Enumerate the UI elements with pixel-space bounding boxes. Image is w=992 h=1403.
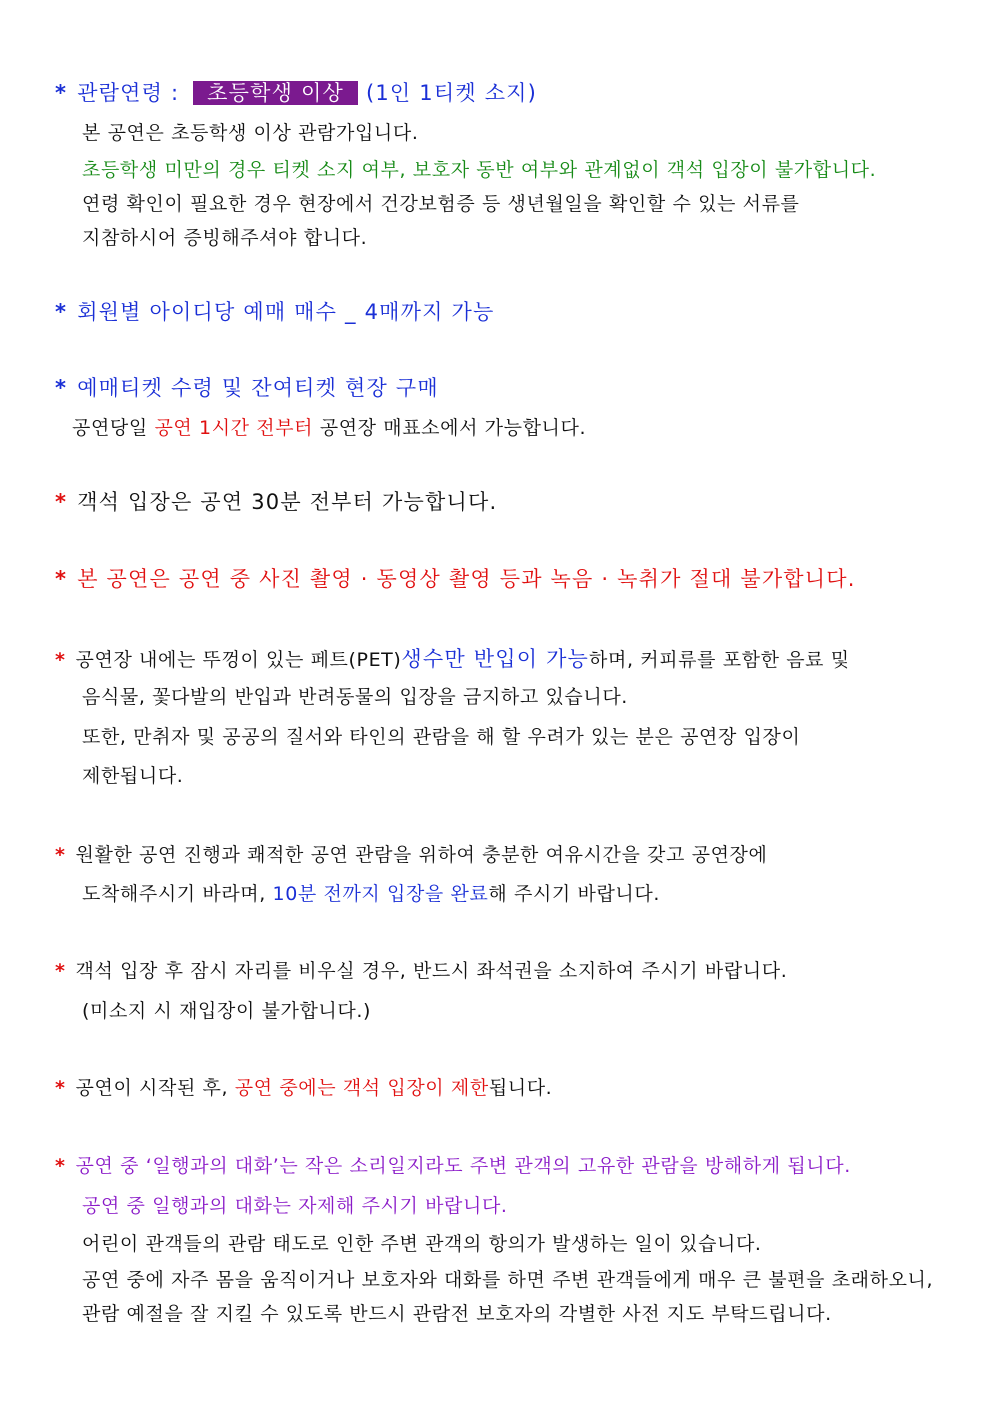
ticket-pickup-line xyxy=(72,415,586,441)
conversation-line-3: 어린이 관객들의 관람 태도로 인한 주변 관객의 항의가 발생하는 일이 있습니다. xyxy=(82,1233,762,1255)
food-policy-line-4: 제한됩니다. xyxy=(82,765,184,787)
age-limit-heading xyxy=(55,80,537,106)
arrival-line-2 xyxy=(82,881,660,907)
arrival-text-1: 원활한 공연 진행과 쾌적한 공연 관람을 위하여 충분한 여유시간을 갖고 공연장에 xyxy=(75,844,768,866)
age-limit-line-3: 연령 확인이 필요한 경우 현장에서 건강보험증 등 생년월일을 확인할 수 있는 서류를 xyxy=(82,193,800,215)
food-policy-a: 공연장 내에는 뚜껑이 있는 페트(PET) xyxy=(75,649,402,671)
bullet-star: * xyxy=(55,81,68,105)
ticket-rule: (1인 1티켓 소지) xyxy=(365,81,538,105)
food-policy-c: 하며, 커피류를 포함한 음료 및 xyxy=(589,649,850,671)
late-entry-restriction: 공연 중에는 객석 입장이 제한 xyxy=(234,1077,489,1099)
reentry-line-1 xyxy=(55,958,787,984)
food-policy-line-1 xyxy=(55,646,850,673)
food-policy-line-3: 또한, 만취자 및 공공의 질서와 타인의 관람을 해 할 우려가 있는 분은 공연장 입장이 xyxy=(82,726,801,748)
ticket-pickup-heading xyxy=(55,375,439,401)
conversation-line-1 xyxy=(55,1153,851,1179)
booking-limit xyxy=(55,299,494,325)
conversation-line-5: 관람 예절을 잘 지킬 수 있도록 반드시 관람전 보호자의 각별한 사전 지도 부탁드립니다. xyxy=(82,1303,832,1325)
bullet-star: * xyxy=(55,490,68,514)
bullet-star: * xyxy=(55,649,66,671)
arrival-line-1 xyxy=(55,842,767,868)
bullet-star: * xyxy=(55,844,66,866)
age-limit-line-2: 초등학생 미만의 경우 티켓 소지 여부, 보호자 동반 여부와 관계없이 객석 입장이 불가합니다. xyxy=(82,159,877,181)
arrival-deadline: 10분 전까지 입장을 완료 xyxy=(272,883,489,905)
bullet-star: * xyxy=(55,567,68,591)
arrival-c: 해 주시기 바랍니다. xyxy=(488,883,660,905)
conversation-line-2: 공연 중 일행과의 대화는 자제해 주시기 바랍니다. xyxy=(82,1195,508,1217)
age-limit-badge: 초등학생 이상 xyxy=(193,81,358,105)
bullet-star: * xyxy=(55,1155,66,1177)
booking-limit-text: 회원별 아이디당 예매 매수 _ 4매까지 가능 xyxy=(77,300,495,324)
ticket-pickup-a: 공연당일 xyxy=(72,417,155,439)
conversation-text-1: 공연 중 ‘일행과의 대화’는 작은 소리일지라도 주변 관객의 고유한 관람을 방해하게 됩니다. xyxy=(75,1155,851,1177)
late-entry-c: 됩니다. xyxy=(488,1077,553,1099)
ticket-pickup-title: 예매티켓 수령 및 잔여티켓 현장 구매 xyxy=(77,376,439,400)
bullet-star: * xyxy=(55,1077,66,1099)
recording-prohibited xyxy=(55,566,856,592)
ticket-pickup-time: 공연 1시간 전부터 xyxy=(154,417,314,439)
late-entry-line xyxy=(55,1075,552,1101)
ticket-pickup-c: 공연장 매표소에서 가능합니다. xyxy=(313,417,587,439)
entry-time-text: 객석 입장은 공연 30분 전부터 가능합니다. xyxy=(77,490,498,514)
arrival-a: 도착해주시기 바라며, xyxy=(82,883,273,905)
recording-prohibited-text: 본 공연은 공연 중 사진 촬영 · 동영상 촬영 등과 녹음 · 녹취가 절대 불가합니다. xyxy=(77,567,856,591)
bullet-star: * xyxy=(55,300,68,324)
reentry-line-2: (미소지 시 재입장이 불가합니다.) xyxy=(82,1000,371,1022)
late-entry-a: 공연이 시작된 후, xyxy=(75,1077,235,1099)
food-policy-line-2: 음식물, 꽃다발의 반입과 반려동물의 입장을 금지하고 있습니다. xyxy=(82,686,628,708)
bullet-star: * xyxy=(55,960,66,982)
age-limit-label: 관람연령 : xyxy=(77,81,188,105)
age-limit-line-4: 지참하시어 증빙해주셔야 합니다. xyxy=(82,227,368,249)
food-policy-water: 생수만 반입이 가능 xyxy=(401,647,590,671)
conversation-line-4: 공연 중에 자주 몸을 움직이거나 보호자와 대화를 하면 주변 관객들에게 매우 큰 불편을 초래하오니, xyxy=(82,1269,934,1291)
entry-time xyxy=(55,489,497,515)
age-limit-line-1: 본 공연은 초등학생 이상 관람가입니다. xyxy=(82,122,419,144)
reentry-text-1: 객석 입장 후 잠시 자리를 비우실 경우, 반드시 좌석권을 소지하여 주시기 바랍니다. xyxy=(75,960,788,982)
bullet-star: * xyxy=(55,376,68,400)
